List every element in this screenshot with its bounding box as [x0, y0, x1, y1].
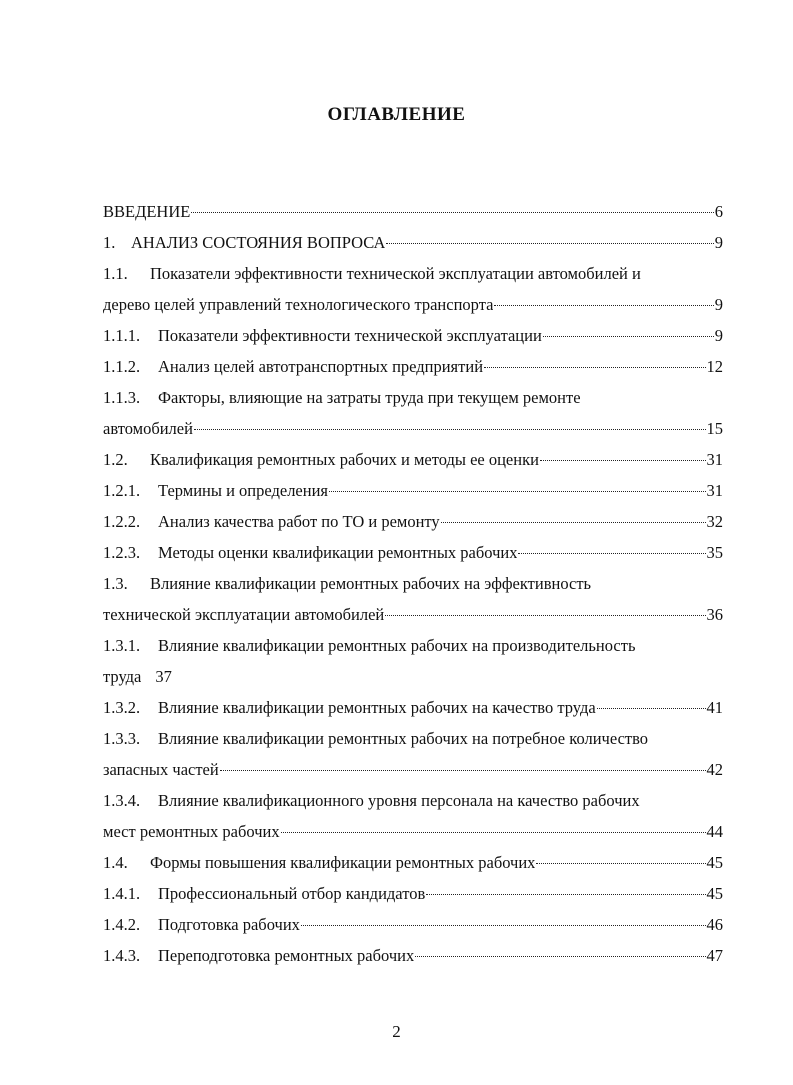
toc-entry-page: 31	[706, 481, 723, 500]
toc-entry-number: 1.3.1.	[103, 636, 141, 655]
toc-entry[interactable]	[103, 506, 723, 537]
toc-entry-page: 42	[706, 760, 723, 779]
toc-entry-number: 1.2.1.	[103, 481, 141, 500]
toc-entry[interactable]	[103, 847, 723, 878]
toc-entry[interactable]	[103, 692, 723, 723]
toc-entry[interactable]	[103, 630, 723, 661]
toc-entry-number: 1.3.3.	[103, 729, 141, 748]
dot-leader	[385, 615, 705, 616]
dot-leader	[597, 708, 706, 709]
page-number: 2	[392, 1022, 401, 1041]
dot-leader	[543, 336, 714, 337]
toc-entry-number: 1.2.3.	[103, 543, 141, 562]
toc-entry-number: 1.2.2.	[103, 512, 141, 531]
toc-entry-title: Анализ качества работ по ТО и ремонту	[158, 512, 440, 531]
toc-entry-continuation[interactable]	[103, 289, 723, 320]
toc-entry[interactable]	[103, 382, 723, 413]
toc-entry[interactable]	[103, 723, 723, 754]
toc-entry-title: ВВЕДЕНИЕ	[103, 202, 191, 221]
toc-entry-title-continued: автомобилей	[103, 419, 193, 438]
toc-entry-title: Влияние квалификационного уровня персонала на качество рабочих	[158, 791, 640, 810]
dot-leader	[518, 553, 705, 554]
toc-entry[interactable]	[103, 351, 723, 382]
toc-entry-number: 1.2.	[103, 450, 128, 469]
toc-entry-page: 45	[706, 884, 723, 903]
dot-leader	[386, 243, 713, 244]
toc-entry-page: 9	[714, 295, 723, 314]
toc-entry-title: Переподготовка ремонтных рабочих	[158, 946, 415, 965]
dot-leader	[426, 894, 705, 895]
toc-entry[interactable]	[103, 475, 723, 506]
dot-leader	[194, 429, 706, 430]
toc-entry-page: 31	[706, 450, 723, 469]
toc-entry-title-continued: запасных частей	[103, 760, 219, 779]
toc-entry-continuation[interactable]	[103, 413, 723, 444]
toc-entry-title: Формы повышения квалификации ремонтных рабочих	[150, 853, 536, 872]
toc-entry-title: Влияние квалификации ремонтных рабочих на эффективность	[150, 574, 592, 593]
toc-entry-number: 1.	[103, 233, 116, 252]
toc-entry-title: Влияние квалификации ремонтных рабочих на производительность	[158, 636, 636, 655]
toc-entry-title-continued: технической эксплуатации автомобилей	[103, 605, 385, 624]
toc-entry-title: Подготовка рабочих	[158, 915, 300, 934]
dot-leader	[329, 491, 705, 492]
toc-entry[interactable]	[103, 909, 723, 940]
toc-entry-title-continued: дерево целей управлений технологического транспорта	[103, 295, 494, 314]
toc-entry-title: Термины и определения	[158, 481, 329, 500]
toc-entry-continuation[interactable]	[103, 661, 723, 692]
toc-entry[interactable]	[103, 568, 723, 599]
toc-entry-number: 1.3.	[103, 574, 128, 593]
toc-entry-page: 35	[706, 543, 723, 562]
toc-entry-title: Показатели эффективности технической эксплуатации автомобилей и	[150, 264, 641, 283]
dot-leader	[484, 367, 705, 368]
toc-entry-page: 41	[706, 698, 723, 717]
toc-entry-number: 1.1.1.	[103, 326, 141, 345]
toc-entry-number: 1.4.2.	[103, 915, 141, 934]
toc-entry[interactable]	[103, 320, 723, 351]
toc-entry-page: 9	[714, 233, 723, 252]
toc-entry-title: Факторы, влияющие на затраты труда при текущем ремонте	[158, 388, 581, 407]
toc-entry-page: 47	[706, 946, 723, 965]
toc-entry[interactable]	[103, 444, 723, 475]
toc-entry-number: 1.1.3.	[103, 388, 141, 407]
toc-entry-title-continued: труда	[103, 667, 142, 686]
dot-leader	[441, 522, 706, 523]
toc-entry-title: Квалификация ремонтных рабочих и методы ее оценки	[150, 450, 539, 469]
page-title: ОГЛАВЛЕНИЕ	[327, 104, 466, 125]
toc-entry-page: 12	[706, 357, 723, 376]
toc-entry-number: 1.4.1.	[103, 884, 141, 903]
toc-entry[interactable]	[103, 258, 723, 289]
toc-entry-page: 45	[706, 853, 723, 872]
toc-entry-page: 46	[706, 915, 723, 934]
toc-entry[interactable]	[103, 196, 723, 227]
toc-entry-page: 37	[155, 667, 172, 686]
toc-entry-page: 32	[706, 512, 723, 531]
toc-entry-continuation[interactable]	[103, 816, 723, 847]
toc-entry-page: 9	[714, 326, 723, 345]
dot-leader	[220, 770, 706, 771]
dot-leader	[281, 832, 706, 833]
toc-entry-number: 1.1.2.	[103, 357, 141, 376]
toc-entry-title: Профессиональный отбор кандидатов	[158, 884, 426, 903]
toc-entry[interactable]	[103, 537, 723, 568]
toc-entry-title-continued: мест ремонтных рабочих	[103, 822, 280, 841]
toc-entry-page: 36	[706, 605, 723, 624]
toc-entry[interactable]	[103, 785, 723, 816]
toc-entry-title: Методы оценки квалификации ремонтных рабочих	[158, 543, 518, 562]
toc-entry-title: Влияние квалификации ремонтных рабочих на качество труда	[158, 698, 596, 717]
toc-entry-title: АНАЛИЗ СОСТОЯНИЯ ВОПРОСА	[131, 233, 386, 252]
toc-entry-number: 1.3.2.	[103, 698, 141, 717]
toc-entry-title: Показатели эффективности технической эксплуатации	[158, 326, 542, 345]
toc-entry-title: Влияние квалификации ремонтных рабочих на потребное количество	[158, 729, 649, 748]
toc-entry-number: 1.4.3.	[103, 946, 141, 965]
toc-entry[interactable]	[103, 227, 723, 258]
dot-leader	[536, 863, 705, 864]
toc-entry-page: 6	[714, 202, 723, 221]
toc-entry[interactable]	[103, 878, 723, 909]
toc-entry-title: Анализ целей автотранспортных предприятий	[158, 357, 484, 376]
toc-entry[interactable]	[103, 940, 723, 971]
toc-entry-continuation[interactable]	[103, 599, 723, 630]
toc-entry-number: 1.1.	[103, 264, 128, 283]
table-of-contents	[103, 196, 723, 971]
toc-entry-number: 1.4.	[103, 853, 128, 872]
dot-leader	[494, 305, 713, 306]
dot-leader	[301, 925, 706, 926]
toc-entry-number: 1.3.4.	[103, 791, 141, 810]
dot-leader	[191, 212, 713, 213]
toc-entry-page: 44	[706, 822, 723, 841]
toc-entry-continuation[interactable]	[103, 754, 723, 785]
dot-leader	[415, 956, 705, 957]
toc-entry-page: 15	[706, 419, 723, 438]
dot-leader	[540, 460, 706, 461]
